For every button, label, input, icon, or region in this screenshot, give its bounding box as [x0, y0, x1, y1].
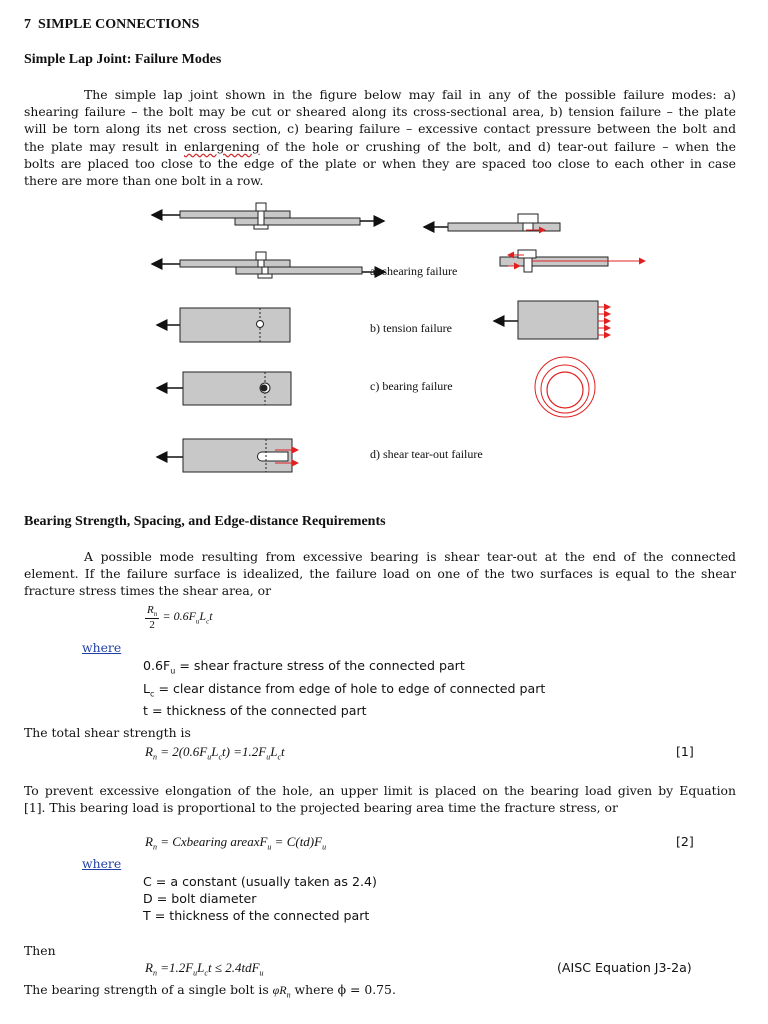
intro-line-5: bolts are placed too close to the edge of the plate or when they are spaced too close to each other in case	[24, 155, 736, 171]
eq2-r: R	[145, 744, 153, 759]
intro-line-1: The simple lap joint shown in the figure below may fail in any of the possible failure modes: a)	[84, 87, 736, 102]
eq4-as: n	[152, 968, 157, 978]
section-heading	[24, 17, 199, 33]
def-bolt-diameter: D = bolt diameter	[143, 891, 257, 906]
final-post: where ϕ = 0.75.	[290, 982, 396, 997]
eq1-rhs: = 0.6F	[162, 609, 196, 624]
misspelled-word: enlargening	[183, 138, 260, 154]
eq3-a: R	[145, 834, 153, 849]
eq4-c: L	[197, 960, 205, 975]
phi-rn-symbol: φR	[272, 983, 287, 997]
label-bearing-failure: c) bearing failure	[370, 379, 453, 393]
bearing-detail-diagram	[535, 357, 595, 417]
intro-paragraph	[24, 86, 736, 189]
equation-tag-1: [1]	[676, 744, 694, 759]
def-constant: C = a constant (usually taken as 2.4)	[143, 874, 377, 889]
eq3-b: = Cxbearing areaxF	[156, 834, 268, 849]
eq1-rhs3: t	[209, 609, 213, 624]
intro-line-3: will be torn along its net cross section, c) bearing failure – excessive contact pressure between the bolt and	[24, 121, 736, 137]
plate-bolt-diagram	[424, 214, 560, 231]
def1-sub: u	[170, 666, 176, 676]
subheading-bearing-strength: Bearing Strength, Spacing, and Edge-distance Requirements	[24, 514, 386, 529]
failure-modes-figure	[0, 195, 768, 485]
intro-line-4b: of the hole or crushing of the bolt, and d) tear-out failure – when the	[266, 138, 736, 154]
def-clear-distance	[143, 680, 545, 703]
tension-plate-diagram	[157, 308, 290, 342]
equation-half-shear	[145, 604, 213, 631]
def3-sym: t	[143, 703, 148, 719]
eq4-b: =1.2F	[156, 960, 194, 975]
bearing-paragraph	[24, 548, 736, 600]
definitions-list-2	[143, 873, 377, 924]
eq3-as: n	[152, 842, 157, 852]
equation-bearing-load	[145, 834, 326, 852]
intro-line-2: shearing failure – the bolt may be cut or sheared along its cross-sectional area, b) tension failure – the plate	[24, 104, 736, 120]
eq4-ds: u	[259, 968, 264, 978]
eq1-rhs-sub2: c	[206, 617, 210, 626]
eq2-sub: n	[152, 752, 157, 762]
eq1-num-sub: n	[153, 610, 158, 619]
aisc-reference: (AISC Equation J3-2a)	[557, 960, 692, 975]
tension-detail-diagram	[494, 301, 610, 339]
def1-text: = shear fracture stress of the connected part	[175, 658, 465, 673]
section-title: SIMPLE CONNECTIONS	[38, 17, 200, 32]
eq2-s3: c	[218, 752, 223, 762]
subheading-failure-modes: Simple Lap Joint: Failure Modes	[24, 52, 222, 67]
eq2-rest4: L	[270, 744, 278, 759]
definitions-list-1	[143, 657, 545, 719]
eq1-numerator: R	[147, 604, 154, 616]
eq2-rest3: t) =1.2F	[222, 744, 267, 759]
eq1-rhs-sub1: u	[195, 617, 200, 626]
elong-line-2: [1]. This bearing load is proportional to the projected bearing area time the fracture stress, or	[24, 800, 618, 816]
equation-tag-2: [2]	[676, 834, 694, 849]
eq2-s2: u	[207, 752, 212, 762]
section-number: 7	[24, 17, 31, 32]
def-plate-thickness: T = thickness of the connected part	[143, 908, 370, 923]
eq1-denominator: 2	[149, 619, 155, 632]
label-tension-failure: b) tension failure	[370, 321, 452, 335]
eq3-bs: u	[267, 842, 272, 852]
def2-text: = clear distance from edge of hole to edge of connected part	[154, 680, 546, 696]
def1-sym: 0.6F	[143, 658, 171, 673]
eq4-a: R	[145, 960, 153, 975]
final-sub: n	[286, 990, 291, 1000]
def2-sym: L	[143, 680, 151, 696]
equation-total-shear	[145, 744, 285, 762]
eq3-cs: u	[322, 842, 327, 852]
then-label: Then	[24, 943, 56, 958]
eq2-s4: u	[266, 752, 271, 762]
equation-aisc-j3-2a	[145, 960, 264, 978]
eq2-s5: c	[277, 752, 281, 762]
final-pre: The bearing strength of a single bolt is	[24, 982, 273, 997]
tearout-plate-diagram	[157, 439, 298, 472]
sheared-lap-joint-diagram	[152, 252, 385, 278]
where-label-1: where	[82, 640, 122, 655]
def2-sub: c	[150, 689, 155, 699]
eq1-rhs2: L	[199, 609, 207, 624]
def-shear-fracture-stress	[143, 657, 545, 680]
bearing-line-2: element. If the failure surface is idealized, the failure load on one of the two surfaces is equal to the shear	[24, 566, 736, 582]
where-label-2: where	[82, 856, 122, 871]
def3-text: = thickness of the connected part	[147, 703, 367, 719]
bearing-line-3: fracture stress times the shear area, or	[24, 583, 272, 599]
eq2-rest5: t	[281, 744, 285, 759]
def-thickness	[143, 702, 545, 719]
shearing-detail-diagram	[500, 250, 645, 272]
intro-line-6: there are more than one bolt in a row.	[24, 173, 264, 189]
final-sentence	[24, 982, 396, 999]
eq4-d: t ≤ 2.4tdF	[207, 960, 260, 975]
lap-joint-diagram	[152, 203, 384, 229]
eq4-bs: u	[193, 968, 198, 978]
eq2-rest: = 2(0.6F	[156, 744, 208, 759]
elongation-paragraph	[24, 782, 736, 816]
bearing-plate-diagram	[157, 372, 291, 405]
elong-line-1: To prevent excessive elongation of the hole, an upper limit is placed on the bearing load given by Equation	[24, 783, 736, 798]
eq2-rest2: L	[211, 744, 219, 759]
intro-line-4a: the plate may result in	[24, 138, 178, 154]
bearing-line-1: A possible mode resulting from excessive bearing is shear tear-out at the end of the connected	[84, 549, 736, 564]
eq4-cs: c	[204, 968, 208, 978]
label-shearing-failure: a) shearing failure	[370, 264, 458, 278]
intro-line-4	[24, 138, 736, 155]
label-tearout-failure: d) shear tear-out failure	[370, 447, 483, 461]
total-shear-label: The total shear strength is	[24, 725, 191, 740]
eq3-c: = C(td)F	[271, 834, 323, 849]
